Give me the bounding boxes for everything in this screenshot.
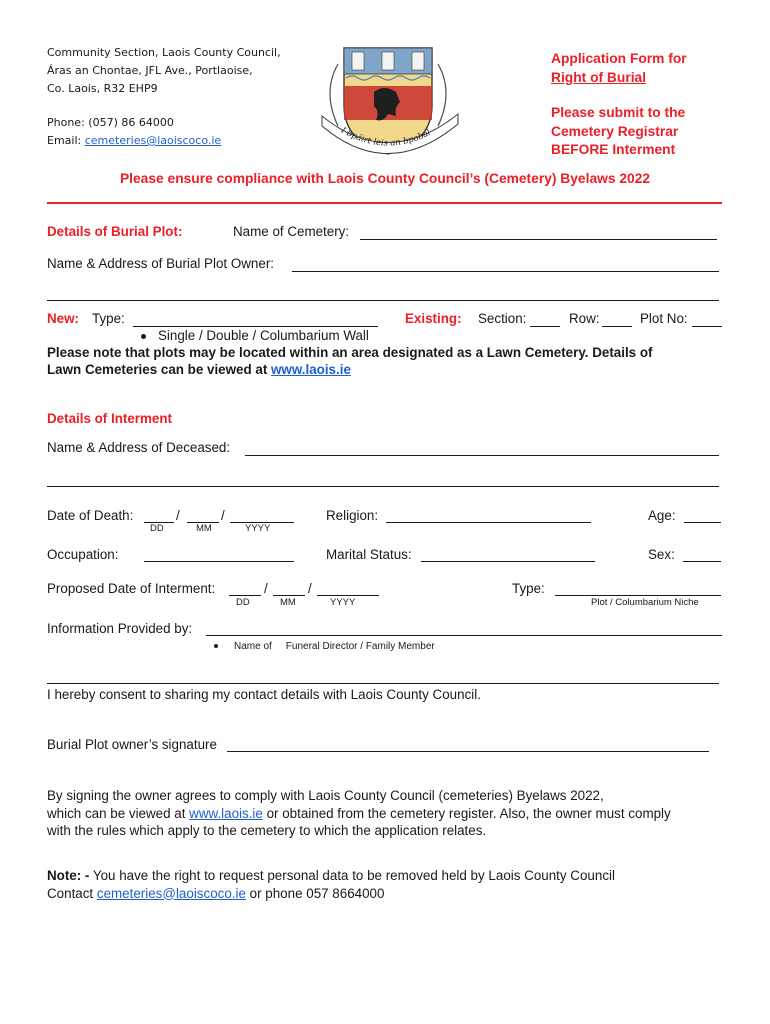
new-plot-label: New:: [47, 311, 79, 326]
compliance-banner: Please ensure compliance with Laois County Council’s (Cemetery) Byelaws 2022: [119, 171, 651, 186]
religion-label: Religion:: [326, 508, 379, 523]
new-type-label: Type:: [92, 311, 125, 326]
interment-type-label: Type:: [512, 581, 545, 596]
new-type-field[interactable]: [133, 325, 378, 327]
council-address: [47, 44, 281, 150]
interment-dd-hint: DD: [236, 597, 250, 608]
burial-plot-heading: Details of Burial Plot:: [47, 224, 183, 239]
existing-plot-label: Existing:: [405, 311, 462, 326]
type-options-text: Single / Double / Columbarium Wall: [158, 328, 369, 343]
cemetery-name-field[interactable]: [360, 238, 717, 240]
death-dd-hint: DD: [150, 523, 164, 534]
address-line-3: Co. Laois, R32 EHP9: [47, 82, 158, 95]
note-line-2-suffix: or phone 057 8664000: [245, 885, 385, 901]
crest-motto: I bpáirt leis an bpobal: [339, 125, 433, 149]
agreement-paragraph: [47, 787, 737, 840]
plot-owner-field[interactable]: [292, 270, 719, 272]
death-mm-hint: MM: [196, 523, 212, 534]
interment-yyyy-hint: YYYY: [330, 597, 356, 608]
row-label: Row:: [569, 311, 600, 326]
plot-owner-label: Name & Address of Burial Plot Owner:: [47, 256, 274, 271]
lawn-note-prefix: Lawn Cemeteries can be viewed at: [47, 362, 272, 377]
title-line-2: Right of Burial: [551, 69, 647, 85]
data-removal-note: [47, 867, 737, 902]
plot-no-field[interactable]: [692, 325, 722, 327]
submit-instructions: [551, 104, 685, 160]
interment-year-field[interactable]: [317, 594, 379, 596]
application-form-title: [551, 50, 687, 87]
submit-line-2: Cemetery Registrar: [551, 123, 679, 139]
agreement-line-2-prefix: which can be viewed at: [47, 805, 190, 821]
phone-number: Phone: (057) 86 64000: [47, 116, 174, 129]
row-field[interactable]: [602, 325, 632, 327]
occupation-label: Occupation:: [47, 547, 119, 562]
laois-website-link[interactable]: www.laois.ie: [271, 362, 351, 377]
marital-status-label: Marital Status:: [326, 547, 412, 562]
info-provided-field[interactable]: [206, 634, 722, 636]
crest-graphic: [308, 42, 468, 162]
date-of-death-label: Date of Death:: [47, 508, 134, 523]
agreement-line-2-suffix: or obtained from the cemetery register. Also, the owner must comply: [262, 805, 671, 821]
info-name-of: Name of: [234, 641, 272, 652]
info-provided-hint: [214, 641, 435, 652]
interment-heading: Details of Interment: [47, 411, 173, 426]
death-yyyy-hint: YYYY: [245, 523, 271, 534]
note-label: Note: -: [47, 868, 90, 883]
interment-sep-2: /: [308, 581, 312, 596]
interment-type-field[interactable]: [555, 594, 721, 596]
deceased-name-field[interactable]: [245, 454, 719, 456]
age-field[interactable]: [684, 521, 721, 523]
section-label: Section:: [478, 311, 527, 326]
signature-field[interactable]: [227, 750, 709, 752]
signature-label: Burial Plot owner’s signature: [47, 737, 217, 752]
info-options: Funeral Director / Family Member: [285, 641, 435, 652]
bullet-icon: [141, 334, 146, 339]
deceased-address-field[interactable]: [47, 485, 719, 487]
note-line-1: You have the right to request personal data to be removed held by Laois County Council: [89, 868, 615, 883]
agreement-website-link[interactable]: www.laois.ie: [189, 805, 263, 821]
plot-owner-address-field[interactable]: [47, 299, 719, 301]
religion-field[interactable]: [386, 521, 591, 523]
type-options-item: [141, 328, 369, 343]
date-sep-2: /: [221, 508, 225, 523]
sex-label: Sex:: [648, 547, 675, 562]
interment-type-hint: Plot / Columbarium Niche: [591, 597, 699, 608]
agreement-line-2: [47, 805, 737, 823]
cemetery-name-label: Name of Cemetery:: [233, 224, 350, 239]
info-provided-extra-field[interactable]: [47, 682, 719, 684]
lawn-note-line-1: Please note that plots may be located within an area designated as a Lawn Cemetery. Details of: [47, 345, 653, 360]
submit-line-3: BEFORE Interment: [551, 142, 676, 157]
address-line-1: Community Section, Laois County Council,: [47, 46, 281, 59]
interment-date-label: Proposed Date of Interment:: [47, 581, 216, 596]
address-line-2: Áras an Chontae, JFL Ave., Portlaoise,: [47, 64, 253, 77]
council-email-link[interactable]: cemeteries@laoiscoco.ie: [84, 134, 222, 147]
date-sep-1: /: [176, 508, 180, 523]
submit-line-1: Please submit to the: [551, 105, 686, 120]
sex-field[interactable]: [683, 560, 721, 562]
section-field[interactable]: [530, 325, 560, 327]
age-label: Age:: [648, 508, 676, 523]
plot-no-label: Plot No:: [640, 311, 688, 326]
note-email-link[interactable]: cemeteries@laoiscoco.ie: [96, 885, 246, 901]
info-provided-label: Information Provided by:: [47, 621, 193, 636]
agreement-line-3: with the rules which apply to the cemetery to which the application relates.: [47, 823, 487, 838]
county-crest-logo: [308, 42, 468, 162]
interment-mm-hint: MM: [280, 597, 296, 608]
interment-day-field[interactable]: [229, 594, 261, 596]
interment-month-field[interactable]: [273, 594, 305, 596]
red-divider: [47, 202, 722, 204]
marital-status-field[interactable]: [421, 560, 595, 562]
note-line-2-prefix: Contact: [47, 885, 97, 901]
title-line-1: Application Form for: [551, 51, 687, 66]
lawn-note-line-2: [47, 362, 351, 377]
bullet-icon: [214, 644, 218, 648]
interment-sep-1: /: [264, 581, 268, 596]
consent-text: I hereby consent to sharing my contact details with Laois County Council.: [47, 687, 481, 702]
email-label: Email:: [47, 134, 82, 147]
agreement-line-1: By signing the owner agrees to comply with Laois County Council (cemeteries) Byelaws 2022,: [47, 788, 604, 803]
occupation-field[interactable]: [144, 560, 294, 562]
deceased-label: Name & Address of Deceased:: [47, 440, 231, 455]
